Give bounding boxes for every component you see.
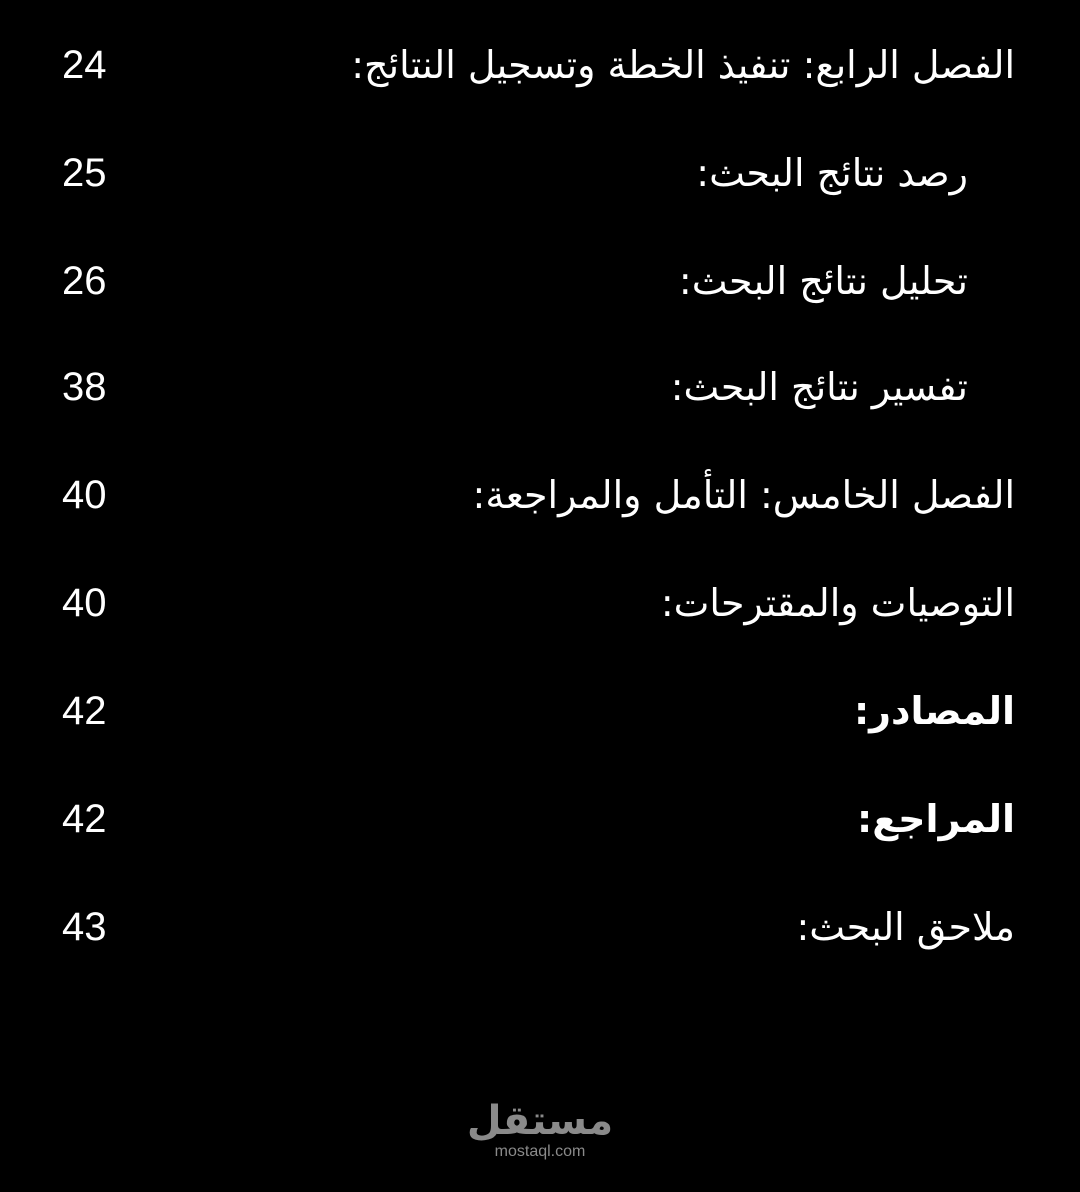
toc-entry-recommendations bbox=[0, 573, 1080, 633]
toc-entry-page: 42 bbox=[62, 797, 107, 841]
toc-entry-title: الفصل الرابع: تنفيذ الخطة وتسجيل النتائج: bbox=[351, 43, 1015, 87]
toc-entry-page: 40 bbox=[62, 473, 107, 517]
toc-entry-page: 25 bbox=[62, 151, 107, 195]
toc-entry-title: الفصل الخامس: التأمل والمراجعة: bbox=[472, 473, 1015, 517]
watermark-url: mostaql.com bbox=[494, 1143, 586, 1160]
toc-entry-title: تفسير نتائج البحث: bbox=[670, 365, 968, 409]
toc-entry-references bbox=[0, 789, 1080, 849]
toc-entry-title: المراجع: bbox=[857, 797, 1015, 841]
toc-entry-chapter-4 bbox=[0, 35, 1080, 95]
toc-entry-title: رصد نتائج البحث: bbox=[696, 151, 968, 195]
toc-entry-page: 43 bbox=[62, 905, 107, 949]
toc-entry-title: التوصيات والمقترحات: bbox=[660, 581, 1015, 625]
toc-entry-title: ملاحق البحث: bbox=[796, 905, 1015, 949]
toc-entry-page: 24 bbox=[62, 43, 107, 87]
toc-entry-chapter-5 bbox=[0, 465, 1080, 525]
toc-entry-title: المصادر: bbox=[853, 689, 1015, 733]
toc-entry-page: 42 bbox=[62, 689, 107, 733]
toc-entry-page: 26 bbox=[62, 259, 107, 303]
toc-entry-sources bbox=[0, 681, 1080, 741]
watermark-logo: مستقل bbox=[466, 1098, 614, 1144]
toc-entry-appendices bbox=[0, 897, 1080, 957]
toc-entry-analyze-results bbox=[0, 251, 1080, 311]
toc-entry-page: 38 bbox=[62, 365, 107, 409]
toc-entry-title: تحليل نتائج البحث: bbox=[678, 259, 968, 303]
toc-entry-page: 40 bbox=[62, 581, 107, 625]
mostaql-watermark bbox=[440, 1100, 640, 1162]
toc-entry-interpret-results bbox=[0, 357, 1080, 417]
toc-entry-record-results bbox=[0, 143, 1080, 203]
